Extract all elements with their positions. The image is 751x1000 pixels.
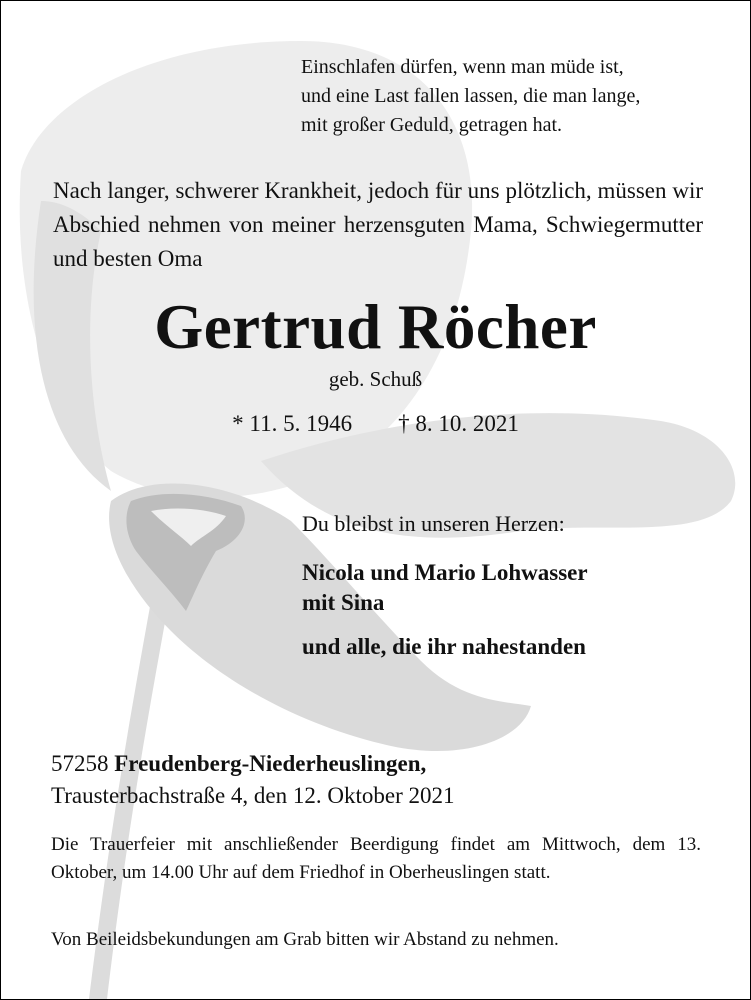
funeral-notice: Die Trauerfeier mit anschließender Beerdigung findet am Mittwoch, dem 13. Oktober, um 14.00 Uhr auf dem Friedhof in Oberheuslingen statt. [51, 834, 701, 883]
mourners-others: und alle, die ihr nahestanden [302, 634, 586, 659]
life-dates [1, 409, 750, 439]
motto-line-2: und eine Last fallen lassen, die man lange, [301, 85, 641, 107]
condolence-notice: Von Beileidsbekundungen am Grab bitten wir Abstand zu nehmen. [51, 929, 559, 950]
mourners-line-1: Nicola und Mario Lohwasser [302, 560, 588, 585]
death-date: † 8. 10. 2021 [398, 411, 519, 436]
motto-verse [301, 53, 640, 140]
motto-line-3: mit großer Geduld, getragen hat. [301, 114, 563, 136]
birth-date: * 11. 5. 1946 [232, 411, 353, 436]
mourners-names [302, 558, 588, 618]
address-block [51, 748, 454, 812]
town: Freudenberg-Niederheuslingen, [114, 751, 427, 776]
deceased-name: Gertrud Röcher [154, 292, 597, 362]
maiden-name: geb. Schuß [328, 367, 423, 391]
mourners-line-2: mit Sina [302, 590, 385, 615]
farewell-line: Du bleibst in unseren Herzen: [302, 511, 565, 536]
street-and-date: Trausterbachstraße 4, den 12. Oktober 2021 [51, 783, 455, 808]
intro-text: Nach langer, schwerer Krankheit, jedoch für uns plötzlich, müssen wir Abschied nehmen von meiner herzensguten Mama, Schwiegermutter und besten Oma [53, 178, 703, 271]
motto-line-1: Einschlafen dürfen, wenn man müde ist, [301, 56, 624, 78]
postcode: 57258 [51, 751, 109, 776]
